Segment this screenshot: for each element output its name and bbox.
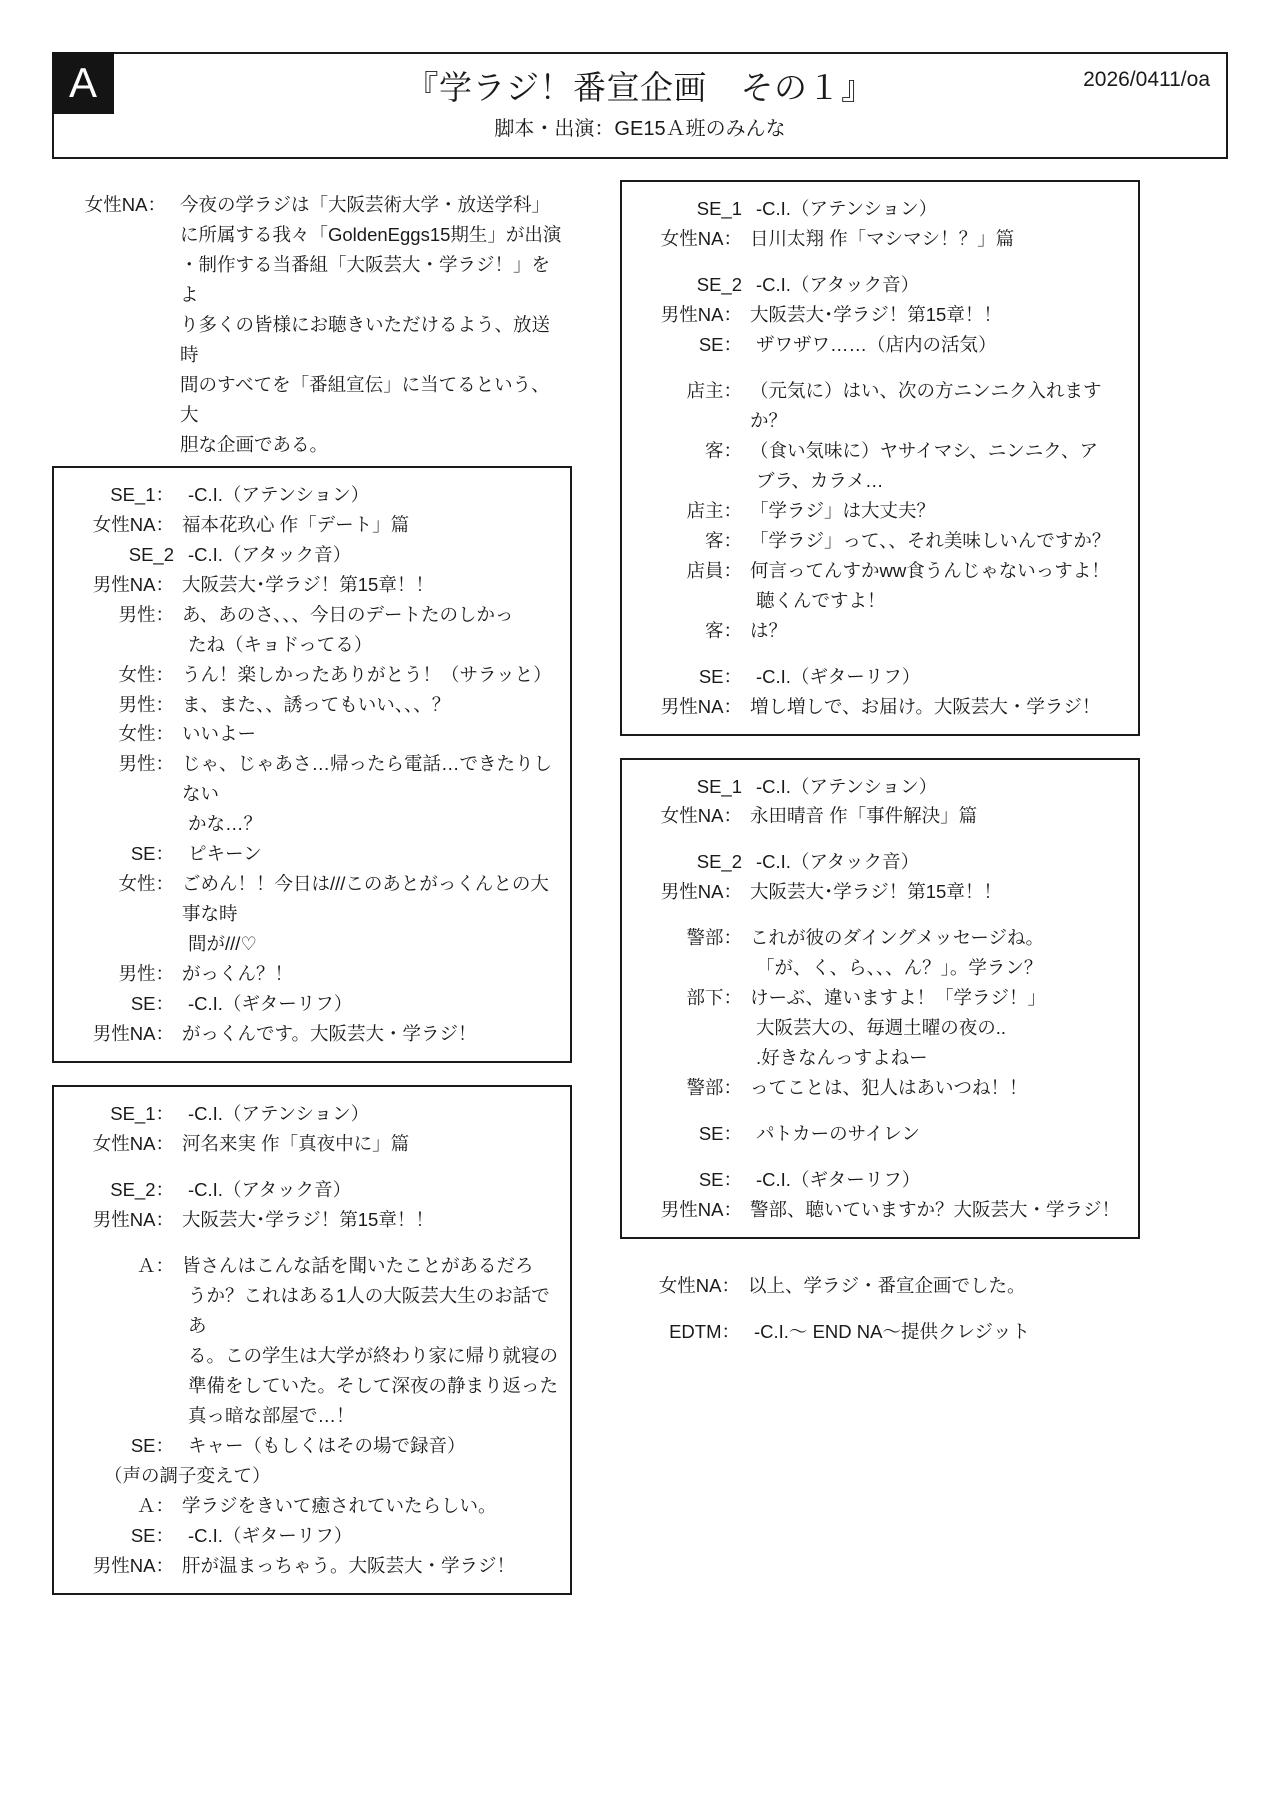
script-line: [630, 1271, 1130, 1301]
speaker-label: 女性NA：: [84, 194, 166, 215]
script-text: 今夜の学ラジは「大阪芸術大学・放送学科」: [180, 194, 551, 215]
speaker-label: SE_1: [696, 775, 742, 797]
script-line: [64, 959, 560, 989]
script-text: -C.I.（アテンション）: [188, 1103, 370, 1125]
speaker-label: SE_2: [696, 851, 742, 873]
script-line: [632, 1195, 1128, 1225]
script-text-continuation: .好きなんっすよねー: [756, 1047, 928, 1069]
speaker-label: 男性NA：: [92, 1554, 174, 1576]
speaker-label: 女性：: [118, 723, 174, 745]
broadcast-date: 2026/0411/oa: [1083, 68, 1210, 91]
script-line: [64, 719, 560, 749]
script-text-continuation: 間が///♡: [188, 933, 258, 955]
script-text: 皆さんはこんな話を聞いたことがあるだろ: [182, 1255, 534, 1276]
script-text: 何言ってんすかww食うんじゃないっすよ！: [750, 559, 1110, 581]
script-line: [632, 270, 1128, 300]
script-text-continuation: ブラ、カラメ…: [756, 469, 884, 491]
speaker-label: SE：: [130, 1524, 174, 1546]
script-text: -C.I.（アテンション）: [756, 775, 938, 797]
script-line: [632, 376, 1128, 436]
right-column: [620, 180, 1140, 1367]
speaker-label: SE：: [698, 333, 742, 355]
script-line: [64, 1521, 560, 1551]
script-line: [632, 526, 1128, 556]
script-text: 以上、学ラジ・番宣企画でした。: [748, 1275, 1026, 1297]
speaker-label: 客：: [704, 439, 742, 461]
speaker-label: 男性NA：: [92, 573, 174, 595]
closing-block: [620, 1261, 1140, 1357]
speaker-label: SE_2: [696, 273, 742, 295]
script-text-continuation: 「が、く、ら、、、ん？」。学ラン？: [756, 957, 1043, 979]
script-text: -C.I.（アタック音）: [188, 543, 352, 565]
speaker-label: 男性NA：: [660, 695, 742, 717]
speaker-label: 女性：: [118, 663, 174, 685]
speaker-label: 女性NA：: [660, 805, 742, 827]
script-line: [64, 600, 560, 630]
script-line: [64, 510, 560, 540]
script-text: -C.I.〜 END NA〜提供クレジット: [754, 1321, 1031, 1343]
speaker-label: Ａ：: [136, 1255, 174, 1276]
script-text: じゃ、じゃあさ…帰ったら電話…できたりしない: [182, 753, 553, 805]
script-line: [632, 662, 1128, 692]
speaker-label: SE：: [130, 843, 174, 865]
script-text: キャー（もしくはその場で録音）: [188, 1434, 466, 1456]
script-text: 増し増しで、お届け。大阪芸大・学ラジ！: [750, 695, 1101, 717]
page-title: 『学ラジ！番宣企画 その１』: [405, 69, 875, 106]
script-line: [632, 877, 1128, 907]
script-text: いいよー: [182, 723, 257, 745]
speaker-label: 男性：: [118, 753, 174, 775]
speaker-label: SE：: [698, 1123, 742, 1145]
speaker-label: 男性：: [118, 603, 174, 625]
script-text: 日川太翔 作「マシマシ！？」篇: [750, 227, 1015, 249]
segment-midnight: [52, 1085, 572, 1595]
script-text: ザワザワ……（店内の活気）: [756, 333, 997, 355]
script-text-continuation: たね（キョドってる）: [188, 633, 373, 655]
script-line: [632, 194, 1128, 224]
speaker-label: 男性NA：: [660, 1199, 742, 1221]
speaker-label: 男性NA：: [92, 1023, 174, 1045]
script-text: （食い気味に）ヤサイマシ、ニンニク、ア: [750, 439, 1098, 461]
script-text: 大阪芸大･学ラジ！第15章！！: [182, 1209, 434, 1231]
speaker-label: 客：: [704, 619, 742, 641]
script-text: は？: [750, 619, 788, 641]
script-text: 「学ラジ」は大丈夫？: [750, 499, 936, 521]
script-text: あ、あのさ、、、今日のデートたのしかっ: [182, 603, 514, 625]
script-line: [632, 847, 1128, 877]
script-line: [64, 1551, 560, 1581]
script-text: がっくんです。大阪芸大・学ラジ！: [182, 1023, 477, 1045]
script-line: [64, 570, 560, 600]
speaker-label: SE_2：: [110, 1179, 174, 1201]
script-text: 学ラジをきいて癒されていたらしい。: [182, 1494, 497, 1516]
script-text: 大阪芸大･学ラジ！第15章！！: [750, 303, 1002, 325]
script-text-continuation: うか？これはある1人の大阪芸大生のお話であ: [188, 1284, 550, 1336]
script-text: -C.I.（アタック音）: [756, 851, 920, 873]
script-line: [632, 801, 1128, 831]
speaker-label: 男性NA：: [660, 303, 742, 325]
speaker-label: 店員：: [686, 559, 742, 581]
script-text: -C.I.（アテンション）: [188, 483, 370, 505]
script-line: [632, 330, 1128, 360]
speaker-label: 女性NA：: [660, 227, 742, 249]
speaker-label: 店主：: [686, 379, 742, 401]
script-text: ピキーン: [188, 843, 262, 865]
page-subtitle: 脚本・出演：GE15Ａ班のみんな: [494, 118, 786, 140]
speaker-label: SE：: [130, 1434, 174, 1456]
script-text: 「学ラジ」って、、それ美味しいんですか？: [750, 529, 1111, 551]
script-text: ま、また、、誘ってもいい、、、？: [182, 693, 451, 715]
script-text-continuation: かな…？: [188, 813, 263, 835]
script-text-continuation: 聴くんですよ！: [756, 589, 886, 611]
script-line: [632, 496, 1128, 526]
script-text: パトカーのサイレン: [756, 1123, 920, 1145]
script-line: [56, 190, 568, 220]
script-text-continuation: ・制作する当番組「大阪芸大・学ラジ！」をよ: [180, 253, 551, 305]
speaker-label: SE_1: [696, 198, 742, 219]
script-text-continuation: 大阪芸大の、毎週土曜の夜の..: [756, 1017, 1007, 1039]
speaker-label: 客：: [704, 529, 742, 551]
script-line: [64, 1175, 560, 1205]
segment-date: [52, 466, 572, 1063]
script-line: [64, 1491, 560, 1521]
speaker-label: 女性NA：: [92, 1133, 174, 1155]
speaker-label: SE：: [698, 665, 742, 687]
script-line: [64, 1431, 560, 1461]
script-text: けーぶ、違いますよ！「学ラジ！」: [750, 987, 1047, 1009]
speaker-label: 警部：: [686, 927, 742, 949]
script-text: うん！楽しかったありがとう！（サラッと）: [182, 663, 552, 685]
script-line: [632, 923, 1128, 953]
script-text-continuation: 準備をしていた。そして深夜の静まり返った: [188, 1374, 559, 1396]
script-line: [64, 869, 560, 929]
script-line: [632, 692, 1128, 722]
script-text: 河名来実 作「真夜中に」篇: [182, 1133, 410, 1155]
speaker-label: 男性：: [118, 963, 174, 985]
script-text: -C.I.（ギターリフ）: [756, 665, 921, 687]
speaker-label: 店主：: [686, 499, 742, 521]
script-text: ってことは、犯人はあいつね！！: [750, 1077, 1028, 1099]
script-line: [632, 1119, 1128, 1149]
script-line: [64, 1251, 560, 1281]
script-line: [64, 749, 560, 809]
speaker-label: SE：: [130, 993, 174, 1015]
script-text-continuation: 胆な企画である。: [180, 433, 329, 455]
speaker-label: 男性NA：: [660, 881, 742, 903]
script-text: これが彼のダイングメッセージね。: [750, 927, 1044, 949]
script-text: 大阪芸大･学ラジ！第15章！！: [182, 573, 434, 595]
speaker-label: 警部：: [686, 1077, 742, 1099]
script-text: -C.I.（アタック音）: [756, 273, 920, 295]
script-text-continuation: 間のすべてを「番組宣伝」に当てるという、大: [180, 373, 550, 425]
speaker-label: EDTM：: [669, 1321, 740, 1343]
speaker-label: 女性：: [118, 873, 174, 895]
script-text: 警部、聴いていますか？大阪芸大・学ラジ！: [750, 1199, 1121, 1221]
speaker-label: SE_1：: [110, 1103, 174, 1125]
script-line: [64, 480, 560, 510]
speaker-label: SE_1：: [110, 483, 174, 505]
script-line: [632, 616, 1128, 646]
script-text-continuation: 真っ暗な部屋で…！: [188, 1404, 355, 1426]
script-text: -C.I.（アテンション）: [756, 198, 938, 219]
speaker-label: 部下：: [686, 987, 742, 1009]
script-line: [630, 1317, 1130, 1347]
speaker-label: SE_2: [128, 543, 174, 565]
script-text: -C.I.（アタック音）: [188, 1179, 352, 1201]
speaker-label: 男性：: [118, 693, 174, 715]
script-line: [632, 1073, 1128, 1103]
segment-case: [620, 758, 1140, 1240]
script-line: [64, 540, 560, 570]
script-line: [632, 1165, 1128, 1195]
script-text-continuation: に所属する我々「GoldenEggs15期生」が出演: [180, 223, 562, 245]
script-line: [632, 983, 1128, 1013]
script-text: がっくん？！: [182, 963, 294, 985]
script-line: [64, 1205, 560, 1235]
script-text: 福本花玖心 作「デート」篇: [182, 513, 410, 535]
script-line: [632, 556, 1128, 586]
speaker-label: Ａ：: [136, 1494, 174, 1516]
speaker-label: 男性NA：: [92, 1209, 174, 1231]
script-text: -C.I.（ギターリフ）: [756, 1169, 921, 1191]
intro-narration: [52, 180, 572, 466]
group-badge: A: [52, 52, 114, 114]
script-line: [64, 660, 560, 690]
script-note: （声の調子変えて）: [104, 1464, 271, 1486]
script-text: 大阪芸大･学ラジ！第15章！！: [750, 881, 1002, 903]
script-text: -C.I.（ギターリフ）: [188, 1524, 353, 1546]
speaker-label: SE：: [698, 1169, 742, 1191]
left-column: [52, 180, 572, 1617]
script-line: [632, 772, 1128, 802]
script-line: [64, 1129, 560, 1159]
segment-mashimashi: [620, 180, 1140, 736]
script-line: [64, 989, 560, 1019]
script-line: [632, 300, 1128, 330]
script-line: [64, 690, 560, 720]
script-line: [632, 436, 1128, 466]
script-text-continuation: る。この学生は大学が終わり家に帰り就寝の: [188, 1344, 559, 1366]
script-line: [64, 839, 560, 869]
script-text: 肝が温まっちゃう。大阪芸大・学ラジ！: [182, 1554, 516, 1576]
script-text: -C.I.（ギターリフ）: [188, 993, 353, 1015]
script-text-continuation: り多くの皆様にお聴きいただけるよう、放送時: [180, 313, 551, 365]
script-line: [632, 224, 1128, 254]
speaker-label: 女性NA：: [658, 1275, 740, 1297]
speaker-label: 女性NA：: [92, 513, 174, 535]
script-text: 永田晴音 作「事件解決」篇: [750, 805, 978, 827]
script-text: ごめん！！今日は///このあとがっくんとの大事な時: [182, 873, 549, 925]
script-line: [64, 1099, 560, 1129]
script-line: [64, 1019, 560, 1049]
document-header: [52, 52, 1228, 159]
script-text: （元気に）はい、次の方ニンニク入れますか？: [750, 379, 1102, 431]
